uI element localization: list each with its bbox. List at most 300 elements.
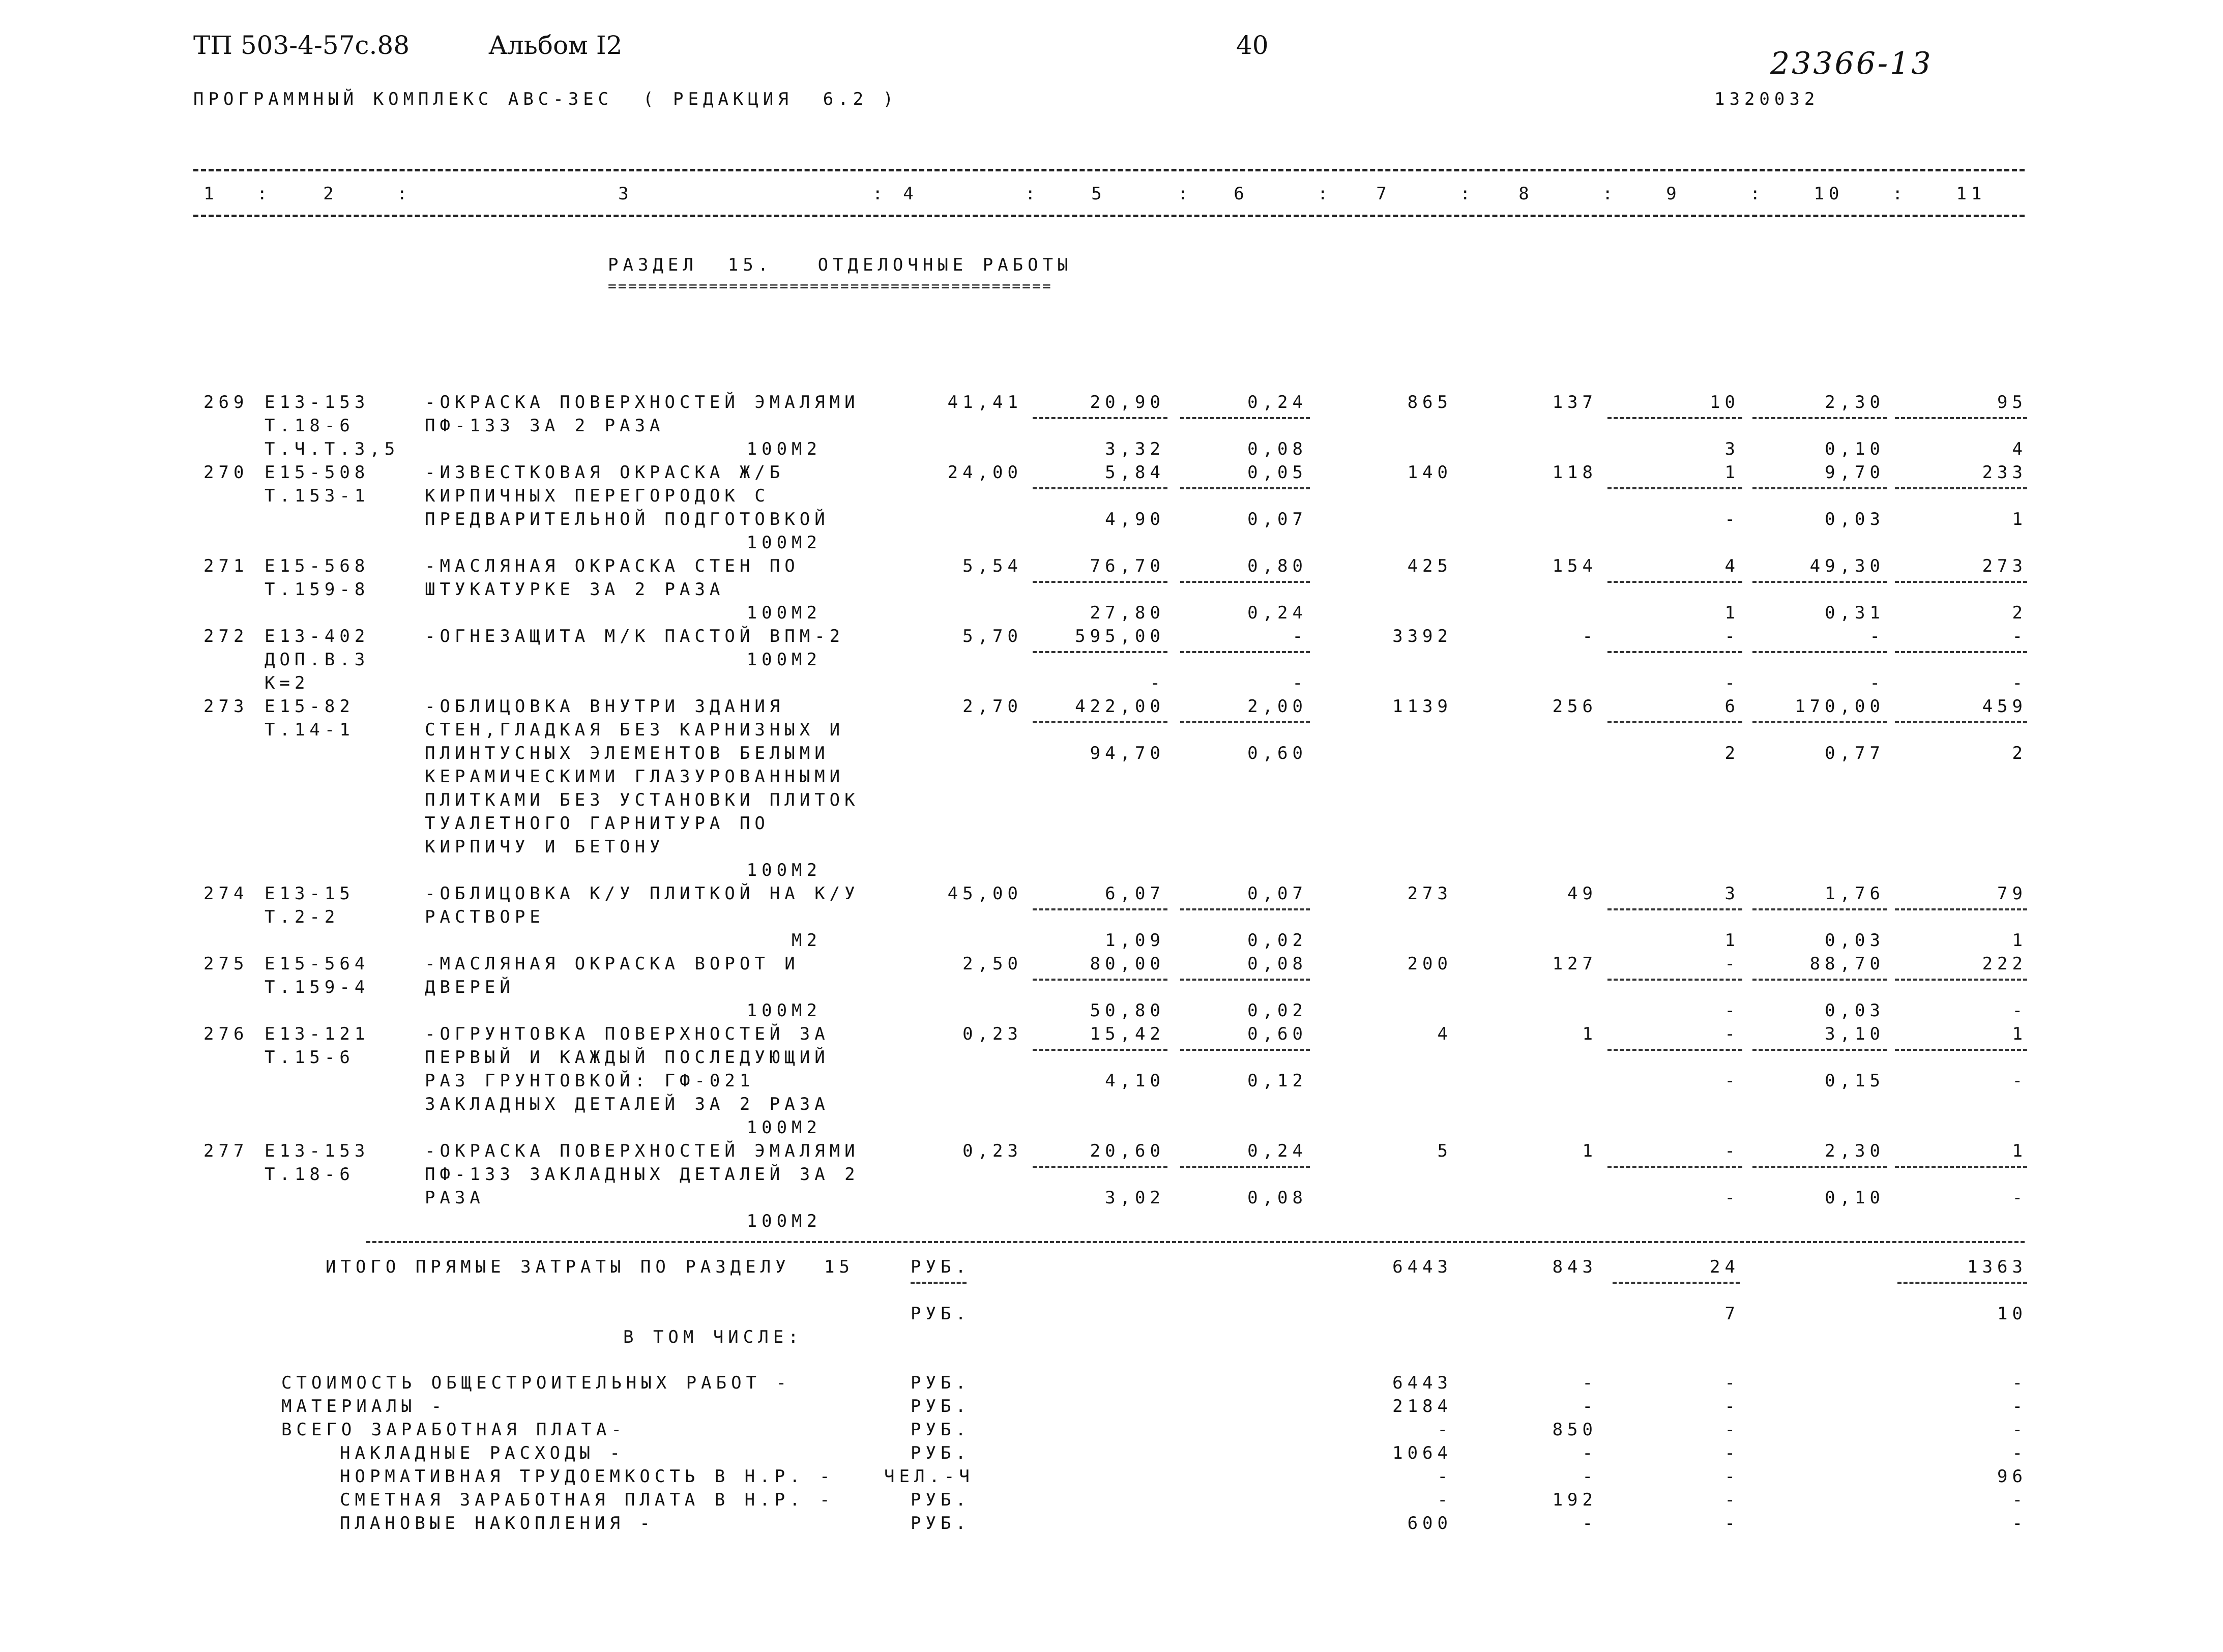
cell-separator xyxy=(1033,1049,1167,1051)
breakdown-col11: - xyxy=(2012,1513,2027,1533)
breakdown-col9: - xyxy=(1724,1490,1740,1510)
cell-separator xyxy=(1607,581,1742,583)
col9-secondary: 1 xyxy=(1724,603,1740,623)
norm-code: К=2 xyxy=(265,673,310,693)
totals-label: ИТОГО ПРЯМЫЕ ЗАТРАТЫ ПО РАЗДЕЛУ xyxy=(326,1257,791,1277)
cell-separator xyxy=(1607,908,1742,910)
cell-separator xyxy=(1033,1166,1167,1168)
cell-separator xyxy=(1895,487,2027,489)
col11-secondary: 1 xyxy=(2012,509,2027,529)
measure-unit: 100М2 xyxy=(746,439,822,459)
unit-cost-secondary: 94,70 xyxy=(1090,743,1165,763)
cell-separator xyxy=(1607,1049,1742,1051)
column-separator: : xyxy=(1460,184,1475,204)
breakdown-wage: 850 xyxy=(1552,1420,1597,1440)
cell-separator xyxy=(1895,908,2027,910)
col10-value: - xyxy=(1869,626,1885,646)
quantity: 41,41 xyxy=(947,392,1022,412)
cell-separator xyxy=(1895,721,2027,723)
breakdown-unit: РУБ. xyxy=(911,1396,971,1417)
column-number: 3 xyxy=(618,184,633,204)
unit-cost-secondary: 4,90 xyxy=(1105,509,1165,529)
unit-wage-secondary: 0,12 xyxy=(1247,1071,1307,1091)
column-number: 4 xyxy=(903,184,918,204)
unit-cost: 76,70 xyxy=(1090,556,1165,576)
column-number: 6 xyxy=(1234,184,1249,204)
breakdown-col9: - xyxy=(1724,1466,1740,1487)
col10-secondary: 0,03 xyxy=(1825,930,1885,951)
column-separator: : xyxy=(1602,184,1618,204)
cell-separator xyxy=(1752,908,1887,910)
measure-unit: 100М2 xyxy=(746,533,822,553)
breakdown-label: МАТЕРИАЛЫ - xyxy=(281,1396,447,1417)
unit-cost: 6,07 xyxy=(1105,883,1165,904)
unit-cost: 5,84 xyxy=(1105,462,1165,483)
totals-wage: 843 xyxy=(1552,1257,1597,1277)
cell-separator xyxy=(1895,979,2027,981)
column-number: 10 xyxy=(1813,184,1844,204)
work-description: -ОБЛИЦОВКА ВНУТРИ ЗДАНИЯ xyxy=(425,696,785,717)
cell-separator xyxy=(1752,721,1887,723)
total-wage: 154 xyxy=(1552,556,1597,576)
row-number: 274 xyxy=(203,883,249,904)
column-separator: : xyxy=(872,184,888,204)
cell-separator xyxy=(1895,1049,2027,1051)
work-description: -ИЗВЕСТКОВАЯ ОКРАСКА Ж/Б xyxy=(425,462,785,483)
column-separator: : xyxy=(1178,184,1193,204)
col9-value: 3 xyxy=(1724,883,1740,904)
norm-code: Т.Ч.Т.3,5 xyxy=(265,439,400,459)
total-wage: 1 xyxy=(1582,1024,1597,1044)
cell-separator xyxy=(1033,908,1167,910)
unit-cost: 15,42 xyxy=(1090,1024,1165,1044)
cell-separator xyxy=(1607,487,1742,489)
col9-value: - xyxy=(1724,626,1740,646)
col10-secondary: 0,15 xyxy=(1825,1071,1885,1091)
work-description: ДВЕРЕЙ xyxy=(425,977,515,997)
work-description: ПФ-133 ЗА 2 РАЗА xyxy=(425,416,665,436)
col9-value: 6 xyxy=(1724,696,1740,717)
breakdown-col11: - xyxy=(2012,1396,2027,1417)
measure-unit: 100М2 xyxy=(746,1211,822,1231)
breakdown-wage: 192 xyxy=(1552,1490,1597,1510)
column-number: 2 xyxy=(323,184,338,204)
cell-separator xyxy=(1033,721,1167,723)
row-number: 270 xyxy=(203,462,249,483)
breakdown-col9: - xyxy=(1724,1420,1740,1440)
breakdown-label: СТОИМОСТЬ ОБЩЕСТРОИТЕЛЬНЫХ РАБОТ - xyxy=(281,1373,791,1393)
col11-value: 459 xyxy=(1982,696,2027,717)
col9-secondary: 3 xyxy=(1724,439,1740,459)
breakdown-label: ПЛАНОВЫЕ НАКОПЛЕНИЯ - xyxy=(340,1513,655,1533)
column-number: 9 xyxy=(1666,184,1681,204)
breakdown-cost: 600 xyxy=(1407,1513,1452,1533)
column-number: 7 xyxy=(1376,184,1391,204)
row-number: 271 xyxy=(203,556,249,576)
column-number: 11 xyxy=(1956,184,1986,204)
total-wage: 127 xyxy=(1552,954,1597,974)
breakdown-col9: - xyxy=(1724,1513,1740,1533)
measure-unit: 100М2 xyxy=(746,603,822,623)
col9-value: 1 xyxy=(1724,462,1740,483)
norm-code: Е15-568 xyxy=(265,556,370,576)
total-cost: 865 xyxy=(1407,392,1452,412)
col11-secondary: 4 xyxy=(2012,439,2027,459)
norm-code: Т.15-6 xyxy=(265,1047,355,1068)
unit-wage-secondary: - xyxy=(1292,673,1307,693)
work-description: -МАСЛЯНАЯ ОКРАСКА ВОРОТ И xyxy=(425,954,800,974)
quantity: 2,50 xyxy=(962,954,1022,974)
col9-value: - xyxy=(1724,954,1740,974)
unit-wage: 0,07 xyxy=(1247,883,1307,904)
unit-cost-secondary: 3,32 xyxy=(1105,439,1165,459)
quantity: 5,70 xyxy=(962,626,1022,646)
col10-value: 9,70 xyxy=(1825,462,1885,483)
breakdown-col9: - xyxy=(1724,1373,1740,1393)
col9-value: - xyxy=(1724,1024,1740,1044)
col11-value: 233 xyxy=(1982,462,2027,483)
totals-col11-secondary: 10 xyxy=(1997,1304,2027,1324)
col10-secondary: - xyxy=(1869,673,1885,693)
quantity: 0,23 xyxy=(962,1024,1022,1044)
cell-separator xyxy=(1607,1166,1742,1168)
header-rule-bottom xyxy=(193,215,2025,217)
col10-value: 1,76 xyxy=(1825,883,1885,904)
column-separator: : xyxy=(257,184,272,204)
breakdown-unit: РУБ. xyxy=(911,1373,971,1393)
work-description: -МАСЛЯНАЯ ОКРАСКА СТЕН ПО xyxy=(425,556,800,576)
cell-separator xyxy=(1180,417,1310,419)
total-cost: 425 xyxy=(1407,556,1452,576)
col9-secondary: 1 xyxy=(1724,930,1740,951)
breakdown-label: СМЕТНАЯ ЗАРАБОТНАЯ ПЛАТА В Н.Р. - xyxy=(340,1490,835,1510)
breakdown-wage: - xyxy=(1582,1466,1597,1487)
column-number: 8 xyxy=(1518,184,1534,204)
unit-wage: 0,08 xyxy=(1247,954,1307,974)
work-description: ПЛИТКАМИ БЕЗ УСТАНОВКИ ПЛИТОК xyxy=(425,790,860,810)
col10-value: 3,10 xyxy=(1825,1024,1885,1044)
unit-wage: 0,80 xyxy=(1247,556,1307,576)
column-number: 5 xyxy=(1091,184,1106,204)
unit-wage-secondary: 0,08 xyxy=(1247,1188,1307,1208)
work-description: ЗАКЛАДНЫХ ДЕТАЛЕЙ ЗА 2 РАЗА xyxy=(425,1094,830,1114)
cell-separator xyxy=(1607,979,1742,981)
breakdown-col9: - xyxy=(1724,1443,1740,1463)
breakdown-unit: ЧЕЛ.-Ч xyxy=(884,1466,974,1487)
row-number: 273 xyxy=(203,696,249,717)
work-description: -ОКРАСКА ПОВЕРХНОСТЕЙ ЭМАЛЯМИ xyxy=(425,392,860,412)
col10-value: 2,30 xyxy=(1825,392,1885,412)
breakdown-cost: - xyxy=(1437,1466,1452,1487)
total-cost: 5 xyxy=(1437,1141,1452,1161)
cell-separator xyxy=(911,1282,967,1284)
unit-wage-secondary: 0,60 xyxy=(1247,743,1307,763)
work-description: КИРПИЧУ И БЕТОНУ xyxy=(425,837,665,857)
cell-separator xyxy=(1033,581,1167,583)
row-number: 277 xyxy=(203,1141,249,1161)
col10-secondary: 0,10 xyxy=(1825,439,1885,459)
norm-code: Е13-402 xyxy=(265,626,370,646)
total-cost: 140 xyxy=(1407,462,1452,483)
col10-secondary: 0,10 xyxy=(1825,1188,1885,1208)
breakdown-wage: - xyxy=(1582,1443,1597,1463)
quantity: 5,54 xyxy=(962,556,1022,576)
doc-code: ТП 503-4-57с.88 xyxy=(193,31,410,60)
col9-value: 4 xyxy=(1724,556,1740,576)
col9-secondary: - xyxy=(1724,1188,1740,1208)
measure-unit: 100М2 xyxy=(746,1000,822,1021)
cell-separator xyxy=(1180,721,1310,723)
norm-code: Е15-82 xyxy=(265,696,355,717)
col9-secondary: 2 xyxy=(1724,743,1740,763)
cell-separator xyxy=(1895,417,2027,419)
total-cost: 273 xyxy=(1407,883,1452,904)
unit-wage: 2,00 xyxy=(1247,696,1307,717)
cell-separator xyxy=(1613,1282,1740,1284)
breakdown-cost: - xyxy=(1437,1490,1452,1510)
column-separator: : xyxy=(1025,184,1040,204)
breakdown-unit: РУБ. xyxy=(911,1490,971,1510)
breakdown-col11: - xyxy=(2012,1420,2027,1440)
unit-cost-secondary: 4,10 xyxy=(1105,1071,1165,1091)
col11-value: - xyxy=(2012,626,2027,646)
breakdown-wage: - xyxy=(1582,1513,1597,1533)
breakdown-label: НАКЛАДНЫЕ РАСХОДЫ - xyxy=(340,1443,625,1463)
totals-col11: 1363 xyxy=(1967,1257,2027,1277)
column-header-row xyxy=(0,182,2223,205)
column-separator: : xyxy=(1750,184,1765,204)
work-description: -ОКРАСКА ПОВЕРХНОСТЕЙ ЭМАЛЯМИ xyxy=(425,1141,860,1161)
totals-unit-secondary: РУБ. xyxy=(911,1304,971,1324)
column-separator: : xyxy=(1892,184,1908,204)
unit-wage: - xyxy=(1292,626,1307,646)
cell-separator xyxy=(1752,1049,1887,1051)
breakdown-col9: - xyxy=(1724,1396,1740,1417)
header-rule-top xyxy=(193,169,2025,171)
col11-value: 1 xyxy=(2012,1141,2027,1161)
row-number: 275 xyxy=(203,954,249,974)
cell-separator xyxy=(1033,417,1167,419)
work-description: ПЕРВЫЙ И КАЖДЫЙ ПОСЛЕДУЮЩИЙ xyxy=(425,1047,830,1068)
unit-cost: 20,60 xyxy=(1090,1141,1165,1161)
unit-wage: 0,24 xyxy=(1247,1141,1307,1161)
col9-secondary: - xyxy=(1724,1000,1740,1021)
cell-separator xyxy=(1752,979,1887,981)
norm-code: Е13-153 xyxy=(265,1141,370,1161)
col10-value: 2,30 xyxy=(1825,1141,1885,1161)
breakdown-col11: - xyxy=(2012,1490,2027,1510)
work-description: -ОГРУНТОВКА ПОВЕРХНОСТЕЙ ЗА xyxy=(425,1024,830,1044)
cell-separator xyxy=(1607,721,1742,723)
inventory-number: 23366-13 xyxy=(1770,46,1933,81)
measure-unit: М2 xyxy=(792,930,822,951)
total-wage: - xyxy=(1582,626,1597,646)
cell-separator xyxy=(1180,908,1310,910)
breakdown-unit: РУБ. xyxy=(911,1420,971,1440)
cell-separator xyxy=(1752,417,1887,419)
row-number: 269 xyxy=(203,392,249,412)
work-description: КИРПИЧНЫХ ПЕРЕГОРОДОК С xyxy=(425,486,770,506)
totals-rule xyxy=(366,1241,2025,1243)
norm-code: Е13-15 xyxy=(265,883,355,904)
album-label: Альбом I2 xyxy=(488,31,623,60)
cell-separator xyxy=(1752,651,1887,653)
row-number: 272 xyxy=(203,626,249,646)
breakdown-wage: - xyxy=(1582,1373,1597,1393)
col11-secondary: - xyxy=(2012,1071,2027,1091)
measure-unit: 100М2 xyxy=(746,860,822,880)
total-cost: 4 xyxy=(1437,1024,1452,1044)
col9-secondary: - xyxy=(1724,673,1740,693)
work-description: КЕРАМИЧЕСКИМИ ГЛАЗУРОВАННЫМИ xyxy=(425,766,845,787)
including-label: В ТОМ ЧИСЛЕ: xyxy=(623,1327,803,1347)
cell-separator xyxy=(1897,1282,2027,1284)
norm-code: Т.159-4 xyxy=(265,977,370,997)
unit-wage-secondary: 0,24 xyxy=(1247,603,1307,623)
unit-cost-secondary: 3,02 xyxy=(1105,1188,1165,1208)
unit-wage: 0,24 xyxy=(1247,392,1307,412)
norm-code: Т.14-1 xyxy=(265,720,355,740)
total-wage: 118 xyxy=(1552,462,1597,483)
work-description: РАЗА xyxy=(425,1188,485,1208)
breakdown-col11: - xyxy=(2012,1373,2027,1393)
col10-value: 88,70 xyxy=(1809,954,1885,974)
work-description: -ОГНЕЗАЩИТА М/К ПАСТОЙ ВПМ-2 xyxy=(425,626,845,646)
unit-cost-secondary: 50,80 xyxy=(1090,1000,1165,1021)
col10-secondary: 0,31 xyxy=(1825,603,1885,623)
total-wage: 256 xyxy=(1552,696,1597,717)
breakdown-label: НОРМАТИВНАЯ ТРУДОЕМКОСТЬ В Н.Р. - xyxy=(340,1466,835,1487)
col10-secondary: 0,03 xyxy=(1825,509,1885,529)
measure-unit: 100М2 xyxy=(746,650,822,670)
unit-cost-secondary: - xyxy=(1150,673,1165,693)
breakdown-col11: 96 xyxy=(1997,1466,2027,1487)
cell-separator xyxy=(1180,979,1310,981)
work-description: ПРЕДВАРИТЕЛЬНОЙ ПОДГОТОВКОЙ xyxy=(425,509,830,529)
cell-separator xyxy=(1180,1049,1310,1051)
quantity: 2,70 xyxy=(962,696,1022,717)
totals-section-number: 15 xyxy=(824,1257,854,1277)
unit-cost: 20,90 xyxy=(1090,392,1165,412)
col11-value: 273 xyxy=(1982,556,2027,576)
cell-separator xyxy=(1752,1166,1887,1168)
work-description: ПЛИНТУСНЫХ ЭЛЕМЕНТОВ БЕЛЫМИ xyxy=(425,743,830,763)
totals-col9-secondary: 7 xyxy=(1724,1304,1740,1324)
breakdown-cost: - xyxy=(1437,1420,1452,1440)
unit-cost: 422,00 xyxy=(1075,696,1165,717)
col11-value: 79 xyxy=(1997,883,2027,904)
quantity: 24,00 xyxy=(947,462,1022,483)
totals-unit: РУБ. xyxy=(911,1257,971,1277)
col11-secondary: 1 xyxy=(2012,930,2027,951)
norm-code: Е15-508 xyxy=(265,462,370,483)
cell-separator xyxy=(1895,1166,2027,1168)
section-underline: ============================================ xyxy=(608,278,1052,294)
quantity: 0,23 xyxy=(962,1141,1022,1161)
norm-code: Т.18-6 xyxy=(265,416,355,436)
col9-secondary: - xyxy=(1724,509,1740,529)
breakdown-unit: РУБ. xyxy=(911,1513,971,1533)
cell-separator xyxy=(1180,651,1310,653)
total-wage: 137 xyxy=(1552,392,1597,412)
cell-separator xyxy=(1180,1166,1310,1168)
col10-secondary: 0,77 xyxy=(1825,743,1885,763)
breakdown-unit: РУБ. xyxy=(911,1443,971,1463)
col10-secondary: 0,03 xyxy=(1825,1000,1885,1021)
cell-separator xyxy=(1033,651,1167,653)
cell-separator xyxy=(1180,487,1310,489)
unit-cost-secondary: 27,80 xyxy=(1090,603,1165,623)
cell-separator xyxy=(1033,487,1167,489)
cell-separator xyxy=(1895,581,2027,583)
cell-separator xyxy=(1033,979,1167,981)
col10-value: 170,00 xyxy=(1795,696,1885,717)
work-description: РАЗ ГРУНТОВКОЙ: ГФ-021 xyxy=(425,1071,755,1091)
total-cost: 1139 xyxy=(1392,696,1452,717)
total-cost: 3392 xyxy=(1392,626,1452,646)
unit-cost-secondary: 1,09 xyxy=(1105,930,1165,951)
unit-cost: 80,00 xyxy=(1090,954,1165,974)
total-cost: 200 xyxy=(1407,954,1452,974)
breakdown-col11: - xyxy=(2012,1443,2027,1463)
norm-code: Е15-564 xyxy=(265,954,370,974)
column-number: 1 xyxy=(203,184,219,204)
measure-unit: 100М2 xyxy=(746,1117,822,1138)
totals-col9: 24 xyxy=(1710,1257,1740,1277)
col11-secondary: 2 xyxy=(2012,603,2027,623)
unit-wage: 0,60 xyxy=(1247,1024,1307,1044)
norm-code: ДОП.В.3 xyxy=(265,650,370,670)
norm-code: Т.153-1 xyxy=(265,486,370,506)
cell-separator xyxy=(1895,651,2027,653)
col11-secondary: - xyxy=(2012,1000,2027,1021)
cell-separator xyxy=(1607,651,1742,653)
totals-cost: 6443 xyxy=(1392,1257,1452,1277)
col11-value: 222 xyxy=(1982,954,2027,974)
norm-code: Т.18-6 xyxy=(265,1164,355,1185)
breakdown-label: ВСЕГО ЗАРАБОТНАЯ ПЛАТА- xyxy=(281,1420,626,1440)
col11-secondary: - xyxy=(2012,673,2027,693)
col11-secondary: - xyxy=(2012,1188,2027,1208)
unit-wage-secondary: 0,02 xyxy=(1247,930,1307,951)
breakdown-wage: - xyxy=(1582,1396,1597,1417)
breakdown-cost: 6443 xyxy=(1392,1373,1452,1393)
total-wage: 49 xyxy=(1567,883,1597,904)
cell-separator xyxy=(1752,581,1887,583)
work-description: -ОБЛИЦОВКА К/У ПЛИТКОЙ НА К/У xyxy=(425,883,860,904)
norm-code: Т.2-2 xyxy=(265,907,340,927)
col9-value: 10 xyxy=(1710,392,1740,412)
cell-separator xyxy=(1607,417,1742,419)
page-number: 40 xyxy=(1236,31,1269,60)
work-description: ТУАЛЕТНОГО ГАРНИТУРА ПО xyxy=(425,813,770,834)
program-title: ПРОГРАММНЫЙ КОМПЛЕКС АВС-3ЕС ( РЕДАКЦИЯ 6.2 ) xyxy=(193,89,898,109)
col9-value: - xyxy=(1724,1141,1740,1161)
program-code: 1320032 xyxy=(1714,89,1820,109)
work-description: ПФ-133 ЗАКЛАДНЫХ ДЕТАЛЕЙ ЗА 2 xyxy=(425,1164,860,1185)
unit-wage-secondary: 0,07 xyxy=(1247,509,1307,529)
column-separator: : xyxy=(397,184,412,204)
quantity: 45,00 xyxy=(947,883,1022,904)
norm-code: Е13-121 xyxy=(265,1024,370,1044)
work-description: СТЕН,ГЛАДКАЯ БЕЗ КАРНИЗНЫХ И xyxy=(425,720,845,740)
col11-value: 1 xyxy=(2012,1024,2027,1044)
breakdown-cost: 2184 xyxy=(1392,1396,1452,1417)
section-title: РАЗДЕЛ 15. ОТДЕЛОЧНЫЕ РАБОТЫ xyxy=(608,255,1073,275)
breakdown-cost: 1064 xyxy=(1392,1443,1452,1463)
cell-separator xyxy=(1180,581,1310,583)
col11-value: 95 xyxy=(1997,392,2027,412)
